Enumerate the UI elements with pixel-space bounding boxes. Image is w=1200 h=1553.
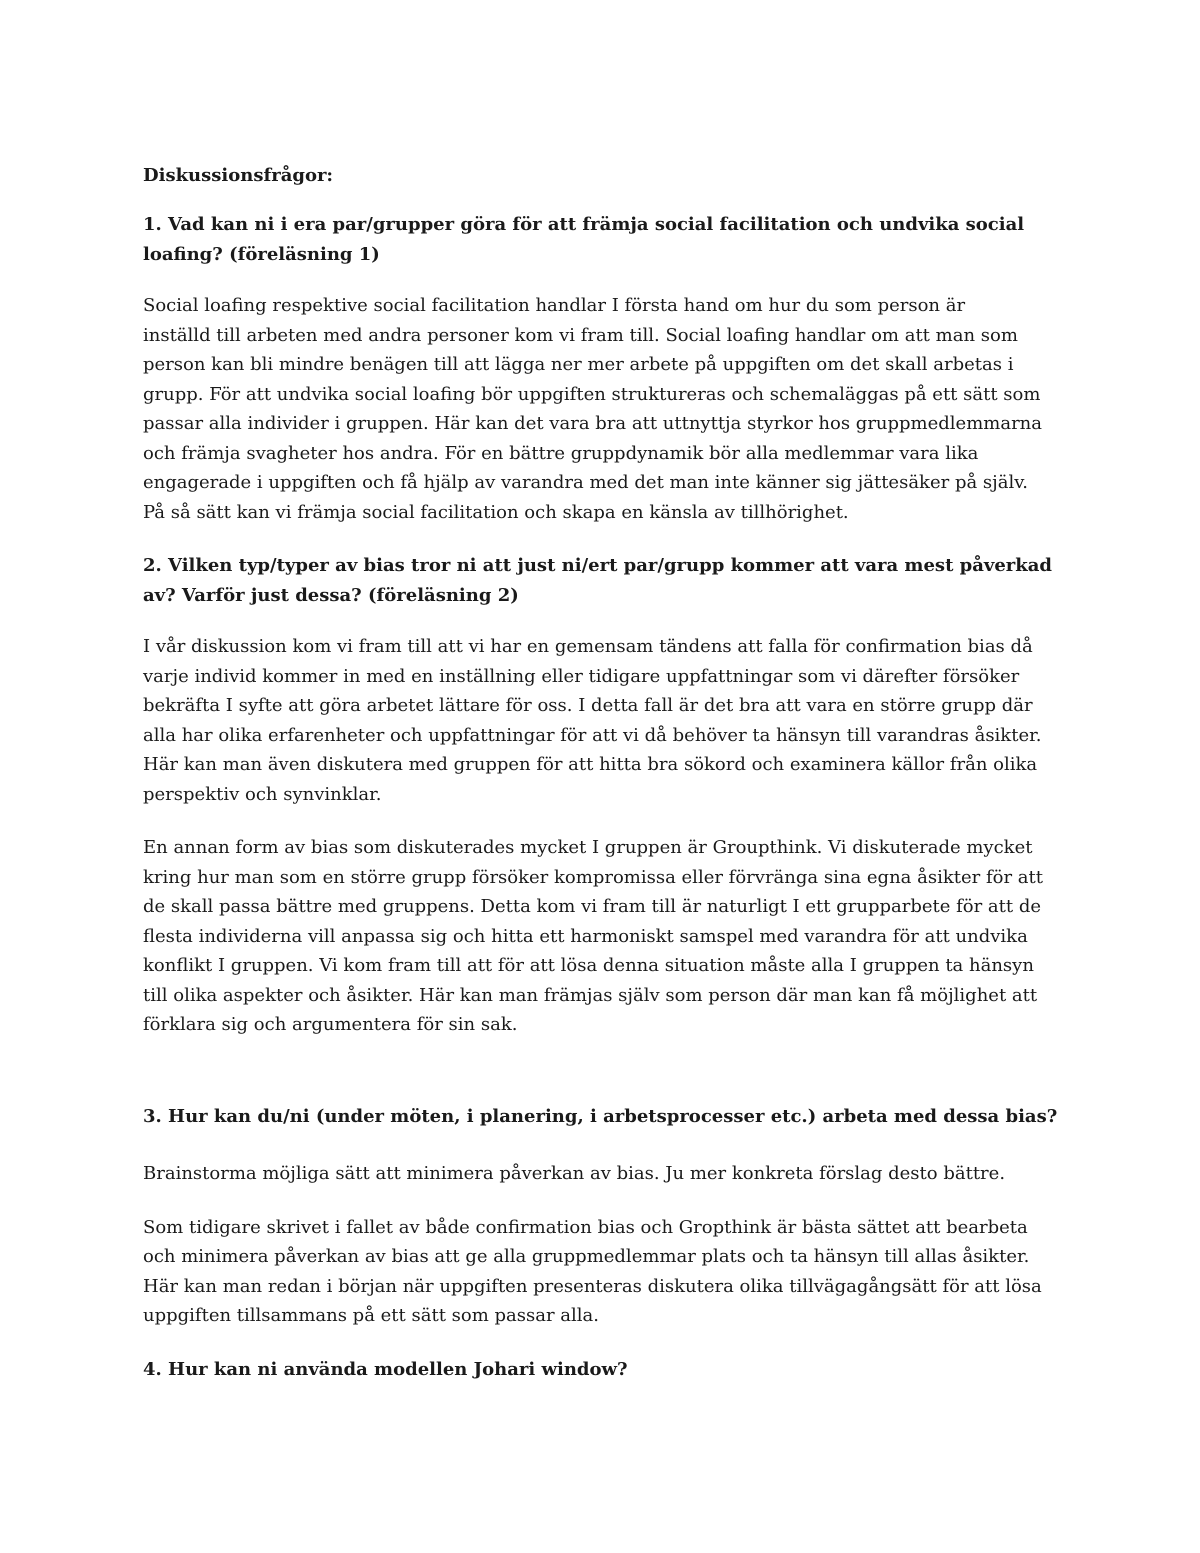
answer-1-line: grupp. För att undvika social loafing bör uppgiften struktureras och schemaläggas på ett sätt som — [143, 383, 1041, 405]
answer-3b-line: och minimera påverkan av bias att ge alla gruppmedlemmar plats och ta hänsyn till allas åsikter. — [143, 1246, 1030, 1267]
answer-3a-line: Brainstorma möjliga sätt att minimera påverkan av bias. Ju mer konkreta förslag desto bättre. — [143, 1163, 1006, 1184]
question-2-line: 2. Vilken typ/typer av bias tror ni att just ni/ert par/grupp kommer att vara mest påverkad — [143, 555, 1053, 576]
answer-3b-line: Här kan man redan i början när uppgiften presenteras diskutera olika tillvägagångsätt för att lösa — [143, 1275, 1042, 1297]
question-1-line: loafing? (föreläsning 1) — [143, 243, 380, 265]
answer-2a-line: I vår diskussion kom vi fram till att vi har en gemensam tändens att falla för confirmation bias då — [143, 636, 1033, 657]
answer-2-paragraph-1 — [143, 632, 1065, 809]
answer-1-line: person kan bli mindre benägen till att lägga ner mer arbete på uppgiften om det skall arbetas i — [143, 354, 1014, 375]
answer-2b-line: till olika aspekter och åsikter. Här kan man främjas själv som person där man kan få möjlighet att — [143, 984, 1038, 1006]
answer-2b-line: de skall passa bättre med gruppens. Detta kom vi fram till är naturligt I ett grupparbete för att de — [143, 896, 1042, 917]
answer-2b-line: flesta individerna vill anpassa sig och hitta ett harmoniskt samspel med varandra för att undvika — [143, 925, 1028, 947]
answer-2-paragraph-2 — [143, 833, 1065, 1040]
question-4 — [143, 1355, 1065, 1385]
answer-2b-line: En annan form av bias som diskuterades mycket I gruppen är Groupthink. Vi diskuterade mycket — [143, 837, 1033, 858]
answer-1-line: Social loafing respektive social facilitation handlar I första hand om hur du som person är — [143, 295, 966, 316]
answer-2a-line: alla har olika erfarenheter och uppfattningar för att vi då behöver ta hänsyn till varandras åsikter. — [143, 724, 1042, 746]
question-1-line: 1. Vad kan ni i era par/grupper göra för att främja social facilitation och undvika social — [143, 214, 1025, 235]
question-3-line: 3. Hur kan du/ni (under möten, i planering, i arbetsprocesser etc.) arbeta med dessa bias? — [143, 1105, 1058, 1127]
question-1 — [143, 210, 1065, 269]
answer-2b-line: kring hur man som en större grupp försöker kompromissa eller förvränga sina egna åsikter för att — [143, 866, 1043, 888]
document-title: Diskussionsfrågor: — [143, 165, 334, 186]
answer-3-paragraph-2 — [143, 1213, 1065, 1331]
answer-2b-line: konflikt I gruppen. Vi kom fram till att för att lösa denna situation måste alla I gruppen ta hänsyn — [143, 955, 1034, 976]
question-4-line: 4. Hur kan ni använda modellen Johari window? — [143, 1358, 628, 1380]
answer-1 — [143, 291, 1065, 527]
answer-1-line: och främja svagheter hos andra. För en bättre gruppdynamik bör alla medlemmar vara lika — [143, 442, 979, 464]
document-body — [143, 161, 1065, 1406]
answer-3b-line: uppgiften tillsammans på ett sätt som passar alla. — [143, 1305, 599, 1326]
question-3 — [143, 1102, 1065, 1132]
answer-1-line: passar alla individer i gruppen. Här kan det vara bra att uttnyttja styrkor hos gruppmedlemmarna — [143, 413, 1043, 434]
answer-2a-line: bekräfta I syfte att göra arbetet lättare för oss. I detta fall är det bra att vara en större grupp där — [143, 695, 1033, 716]
answer-2b-line: förklara sig och argumentera för sin sak. — [143, 1014, 518, 1035]
answer-3b-line: Som tidigare skrivet i fallet av både confirmation bias och Gropthink är bästa sättet att bearbeta — [143, 1216, 1028, 1238]
answer-2a-line: Här kan man även diskutera med gruppen för att hitta bra sökord och examinera källor från olika — [143, 754, 1038, 775]
question-2-line: av? Varför just dessa? (föreläsning 2) — [143, 584, 519, 606]
answer-1-line: engagerade i uppgiften och få hjälp av varandra med det man inte känner sig jättesäker på själv. — [143, 472, 1028, 493]
answer-1-line: inställd till arbeten med andra personer kom vi fram till. Social loafing handlar om att man som — [143, 324, 1018, 346]
answer-2a-line: perspektiv och synvinklar. — [143, 783, 382, 805]
answer-1-line: På så sätt kan vi främja social facilitation och skapa en känsla av tillhörighet. — [143, 501, 849, 523]
question-2 — [143, 551, 1065, 610]
answer-2a-line: varje individ kommer in med en inställning eller tidigare uppfattningar som vi därefter försöker — [143, 665, 1020, 687]
answer-3-paragraph-1 — [143, 1159, 1065, 1189]
